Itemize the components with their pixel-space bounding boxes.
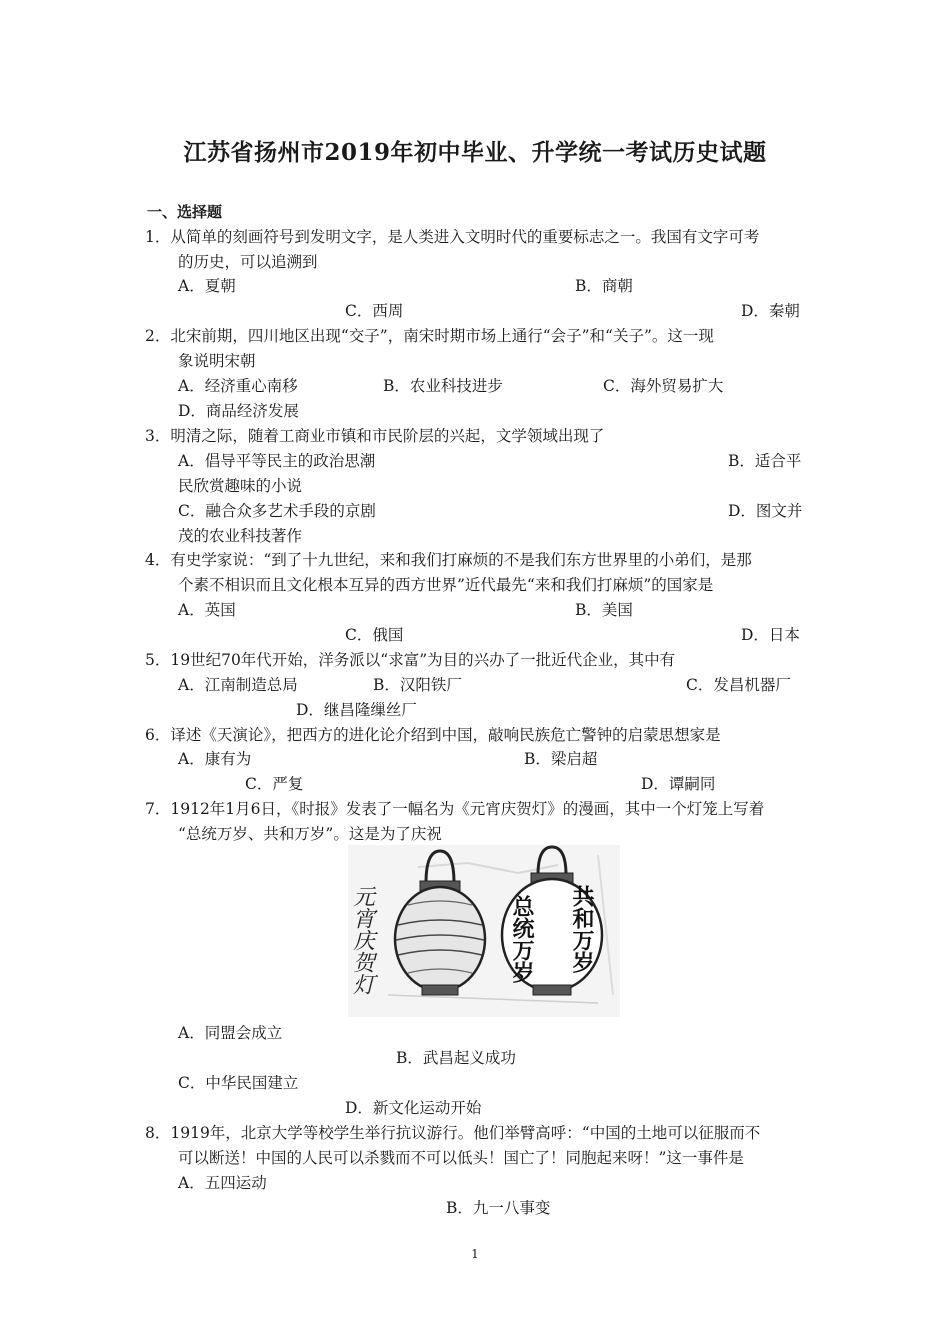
question-6-option-d[interactable]: D．谭嗣同 — [641, 775, 716, 793]
cartoon-title-text: 元宵庆贺灯 — [349, 885, 375, 995]
question-2-option-c[interactable]: C．海外贸易扩大 — [603, 377, 724, 395]
page-number: 1 — [471, 1247, 479, 1261]
question-5-option-c[interactable]: C．发昌机器厂 — [686, 676, 791, 694]
lantern-text-republic: 共和万岁 — [569, 885, 595, 973]
question-3-option-a[interactable]: A．倡导平等民主的政治思潮 — [178, 452, 376, 470]
question-6-option-c[interactable]: C．严复 — [245, 775, 304, 793]
lantern-cartoon-image — [348, 845, 620, 1017]
question-8-text-cont: 可以断送！中国的人民可以杀戮而不可以低头！国亡了！同胞起来呀！”这一事件是 — [178, 1149, 744, 1167]
question-4-option-d[interactable]: D．日本 — [741, 626, 800, 644]
lantern-text-president: 总统万岁 — [509, 895, 535, 983]
question-6-option-a[interactable]: A．康有为 — [178, 750, 252, 768]
question-7-text-cont: “总统万岁、共和万岁”。这是为了庆祝 — [178, 825, 442, 843]
question-1-option-d[interactable]: D．秦朝 — [741, 302, 800, 320]
question-2-option-a[interactable]: A．经济重心南移 — [178, 377, 298, 395]
question-2-option-d[interactable]: D．商品经济发展 — [178, 402, 299, 420]
question-6-text: 6．译述《天演论》，把西方的进化论介绍到中国，敲响民族危亡警钟的启蒙思想家是 — [145, 726, 721, 744]
section-heading: 一、选择题 — [147, 203, 223, 221]
question-3-option-d[interactable]: D．图文并 — [728, 502, 803, 520]
question-5-option-b[interactable]: B．汉阳铁厂 — [373, 676, 462, 694]
question-4-option-c[interactable]: C．俄国 — [345, 626, 404, 644]
question-6-option-b[interactable]: B．梁启超 — [524, 750, 598, 768]
question-5-option-d[interactable]: D．继昌隆缫丝厂 — [296, 701, 417, 719]
question-3-option-b-cont[interactable]: 民欣赏趣味的小说 — [178, 477, 303, 495]
question-7-option-b[interactable]: B．武昌起义成功 — [396, 1049, 516, 1067]
question-1-option-b[interactable]: B．商朝 — [575, 277, 633, 295]
question-8-option-b[interactable]: B．九一八事变 — [446, 1199, 551, 1217]
question-3-text: 3．明清之际，随着工商业市镇和市民阶层的兴起，文学领域出现了 — [145, 427, 605, 445]
question-4-option-b[interactable]: B．美国 — [575, 601, 633, 619]
question-1-text-cont: 的历史，可以追溯到 — [178, 253, 318, 271]
question-3-option-d-cont[interactable]: 茂的农业科技著作 — [178, 527, 303, 545]
question-2-text: 2．北宋前期，四川地区出现“交子”，南宋时期市场上通行“会子”和“关子”。这一现 — [145, 327, 714, 345]
question-7-option-d[interactable]: D．新文化运动开始 — [345, 1099, 482, 1117]
question-1-text: 1．从简单的刻画符号到发明文字，是人类进入文明时代的重要标志之一。我国有文字可考 — [145, 228, 760, 246]
page-title: 江苏省扬州市2019年初中毕业、升学统一考试历史试题 — [183, 139, 767, 166]
question-7-text: 7．1912年1月6日，《时报》发表了一幅名为《元宵庆贺灯》的漫画，其中一个灯笼上写着 — [145, 800, 765, 818]
question-8-text: 8．1919年，北京大学等校学生举行抗议游行。他们举臂高呼：“中国的土地可以征服而不 — [145, 1124, 761, 1142]
question-3-option-b[interactable]: B．适合平 — [728, 452, 802, 470]
question-4-text: 4．有史学家说：“到了十九世纪，来和我们打麻烦的不是我们东方世界里的小弟们，是那 — [145, 551, 752, 569]
question-1-option-a[interactable]: A．夏朝 — [178, 277, 236, 295]
question-4-text-cont: 个素不相识而且文化根本互异的西方世界”近代最先“来和我们打麻烦”的国家是 — [178, 576, 714, 594]
question-5-option-a[interactable]: A．江南制造总局 — [178, 676, 298, 694]
question-3-option-c[interactable]: C．融合众多艺术手段的京剧 — [178, 502, 376, 520]
question-8-option-a[interactable]: A．五四运动 — [178, 1174, 267, 1192]
question-2-option-b[interactable]: B．农业科技进步 — [383, 377, 503, 395]
question-4-option-a[interactable]: A．英国 — [178, 601, 236, 619]
question-1-option-c[interactable]: C．西周 — [345, 302, 404, 320]
question-7-option-c[interactable]: C．中华民国建立 — [178, 1074, 299, 1092]
question-7-option-a[interactable]: A．同盟会成立 — [178, 1024, 283, 1042]
question-2-text-cont: 象说明宋朝 — [178, 352, 256, 370]
question-5-text: 5．19世纪70年代开始，洋务派以“求富”为目的兴办了一批近代企业，其中有 — [145, 651, 676, 669]
